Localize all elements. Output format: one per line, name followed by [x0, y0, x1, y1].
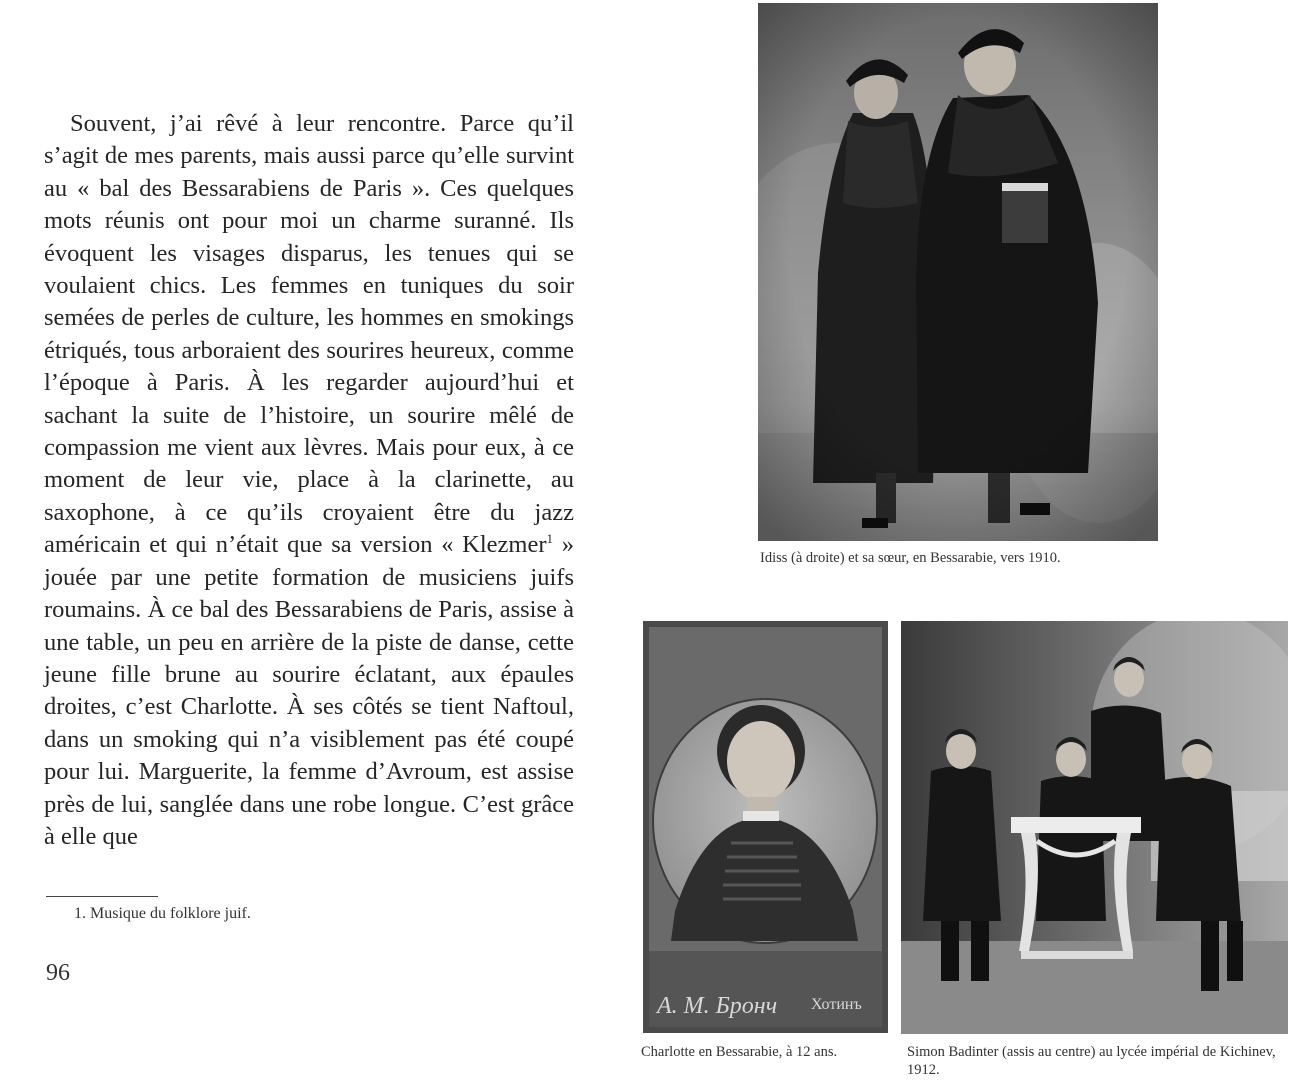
body-text — [44, 108, 574, 853]
footnote-divider — [46, 896, 158, 897]
body-text-part-2: » jouée par une petite formation de musiciens juifs roumains. À ce bal des Bessarabiens de Paris, assise à une table, un peu en arrière de la piste de danse, cette jeune fille brune au sourire éclatant, aux épaules droites, c’est Charlotte. À ses côtés se tient Naftoul, dans un smoking qui n’a visiblement pas été coupé pour lui. Marguerite, la femme d’Avroum, est assise près de lui, sanglée dans une robe longue. C’est grâce à elle que — [44, 531, 574, 850]
body-text-part-1: Souvent, j’ai rêvé à leur rencontre. Parce qu’il s’agit de mes parents, mais aussi parce qu’elle survint au « bal des Bessarabiens de Paris ». Ces quelques mots réunis ont pour moi un charme suranné. Ils évoquent les visages disparus, les tenues qui se voulaient chics. Les femmes en tuniques du soir semées de perles de culture, les hommes en smokings étriqués, tous arboraient des sourires heureux, comme l’époque à Paris. À les regarder aujourd’hui et sachant la suite de l’histoire, un sourire mêlé de compassion me vient aux lèvres. Mais pour eux, à ce moment de leur vie, place à la clarinette, au saxophone, à ce qu’ils croyaient être du jazz américain et qui n’était que sa version « Klezmer — [44, 110, 574, 559]
caption-charlotte: Charlotte en Bessarabie, à 12 ans. — [641, 1044, 838, 1060]
footnote-reference[interactable]: 1 — [546, 531, 554, 547]
page-number: 96 — [46, 960, 70, 986]
photo-sisters — [758, 3, 1158, 541]
body-paragraph — [44, 108, 574, 853]
caption-group: Simon Badinter (assis au centre) au lycée impérial de Kichinev, 1912. — [907, 1044, 1276, 1078]
photo-group — [901, 621, 1288, 1034]
photo-charlotte — [643, 621, 888, 1033]
footnote: 1. Musique du folklore juif. — [74, 905, 251, 922]
studio-city: Хотинъ — [811, 996, 862, 1013]
caption-sisters: Idiss (à droite) et sa sœur, en Bessarabie, vers 1910. — [760, 550, 1061, 566]
studio-signature: А. М. Бронч — [657, 993, 778, 1019]
